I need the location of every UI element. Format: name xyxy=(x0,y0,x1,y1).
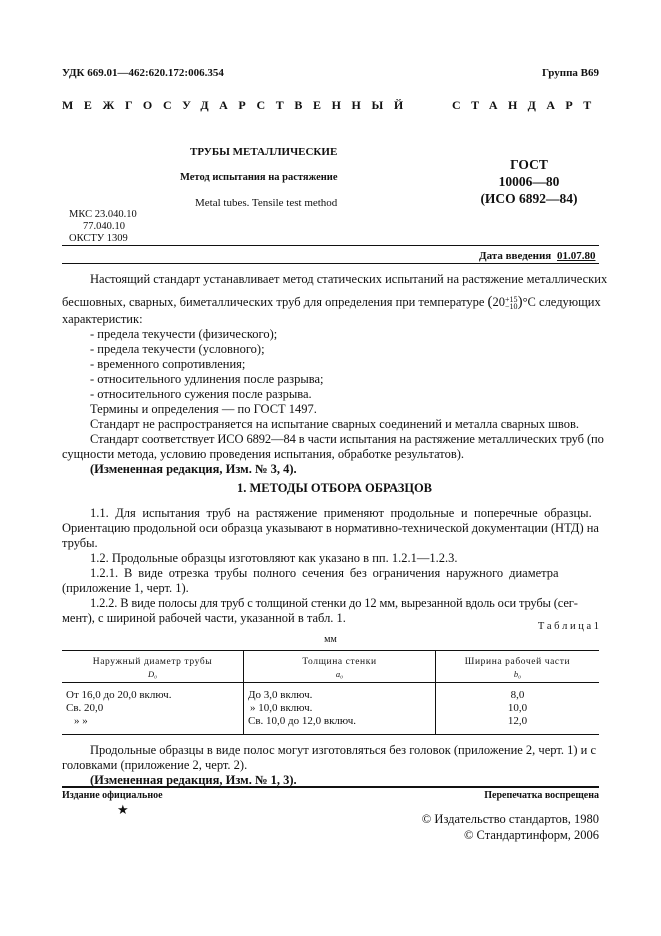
table-cell: До 3,0 включ. » 10,0 включ. Св. 10,0 до 12,0 включ. xyxy=(244,683,436,735)
temp-base: 20 xyxy=(492,295,506,309)
temp-upper: +15 xyxy=(505,295,518,305)
intro-date-value: 01.07.80 xyxy=(557,250,596,262)
doc-title: ТРУБЫ МЕТАЛЛИЧЕСКИЕ xyxy=(190,146,338,158)
gost-code: 10006—80 xyxy=(498,174,560,189)
list-item: - относительного сужения после разрыва. xyxy=(90,387,312,401)
para-1-2-1a: 1.2.1. В виде отрезка трубы полного сечения без ограничения наружного диаметра xyxy=(90,566,559,580)
mks-code-1: МКС 23.040.10 xyxy=(69,209,137,220)
copyright-1: © Издательство стандартов, 1980 xyxy=(421,812,599,826)
iso-compliance-b: сущности метода, условию проведения испытания, обработке результатов). xyxy=(62,447,465,461)
column-header: Толщина стенки a₀ xyxy=(244,651,436,683)
data-table xyxy=(62,650,599,735)
para-1-2-1b: (приложение 1, черт. 1). xyxy=(62,581,189,595)
column-symbol: a₀ xyxy=(335,669,344,679)
temp-tolerance xyxy=(505,296,518,310)
list-item: - предела текучести (условного); xyxy=(90,342,265,356)
table-header-row xyxy=(62,651,599,683)
star-icon: ★ xyxy=(117,802,129,817)
column-symbol: b₀ xyxy=(513,669,522,679)
para-1-2-2a: 1.2.2. В виде полосы для труб с толщиной стенки до 12 мм, вырезанной вдоль оси трубы (сег- xyxy=(90,596,578,610)
table-caption: Т а б л и ц а 1 xyxy=(537,621,599,632)
column-header: Наружный диаметр трубы D₀ xyxy=(62,651,244,683)
intro-p1b: бесшовных, сварных, биметаллических труб для определения при температуре (20 +15 −10 )°С следующих xyxy=(62,294,601,312)
terms-reference: Термины и определения — по ГОСТ 1497. xyxy=(90,402,317,416)
column-symbol: D₀ xyxy=(147,669,158,679)
classification-codes xyxy=(69,209,137,245)
list-item: - временного сопротивления; xyxy=(90,357,246,371)
intro-p1a: Настоящий стандарт устанавливает метод статических испытаний на растяжение металлических xyxy=(90,272,608,286)
intro-p1c: характеристик: xyxy=(62,312,143,326)
footer-divider xyxy=(62,786,599,788)
banner-left: МЕЖГОСУДАРСТВЕННЫЙ xyxy=(62,98,414,112)
para-1-1b: Ориентацию продольной оси образца указывают в нормативно-технической документации (НТД) на xyxy=(62,521,599,535)
amendment-note: (Измененная редакция, Изм. № 1, 3). xyxy=(90,773,297,787)
copyright-2: © Стандартинформ, 2006 xyxy=(463,828,599,842)
gost-number xyxy=(470,156,588,207)
intro-p1b-text: бесшовных, сварных, биметаллических труб для определения при температуре xyxy=(62,295,485,309)
para-1-2-2b: мент), с шириной рабочей части, указанной в табл. 1. xyxy=(62,611,346,625)
temp-lower: −10 xyxy=(505,302,518,312)
table-cell: 8,0 10,0 12,0 xyxy=(436,683,600,735)
doc-method: Метод испытания на растяжение xyxy=(180,172,338,183)
amendment-note: (Измененная редакция, Изм. № 3, 4). xyxy=(90,462,297,476)
para-1-1a: 1.1. Для испытания труб на растяжение применяют продольные и поперечные образцы. xyxy=(90,506,592,520)
table-row xyxy=(62,683,599,735)
strip-note-a: Продольные образцы в виде полос могут изготовляться без головок (приложение 2, черт. 1) и с xyxy=(90,743,597,757)
banner-right: СТАНДАРТ xyxy=(452,98,602,112)
para-1-2: 1.2. Продольные образцы изготовляют как указано в пп. 1.2.1—1.2.3. xyxy=(90,551,458,565)
table-unit: мм xyxy=(324,634,337,645)
iso-code: (ИСО 6892—84) xyxy=(480,191,578,206)
reprint-notice: Перепечатка воспрещена xyxy=(484,790,599,801)
divider xyxy=(62,245,599,246)
iso-compliance-a: Стандарт соответствует ИСО 6892—84 в части испытания на растяжение металлических труб (по xyxy=(90,432,604,446)
doc-english-title: Metal tubes. Tensile test method xyxy=(195,197,338,209)
copyright-block xyxy=(422,811,599,843)
column-header: Ширина рабочей части b₀ xyxy=(436,651,600,683)
gost-label: ГОСТ xyxy=(510,157,548,172)
okstu-code: ОКСТУ 1309 xyxy=(69,233,128,244)
intro-p1b-unit: °С следующих xyxy=(522,295,601,309)
official-edition: Издание официальное xyxy=(62,790,163,801)
group-code: Группа В69 xyxy=(541,67,599,79)
udk-code: УДК 669.01—462:620.172:006.354 xyxy=(62,67,224,79)
strip-note-b: головками (приложение 2, черт. 2). xyxy=(62,758,248,772)
intro-date-label: Дата введения xyxy=(479,250,552,262)
scope-exclusion: Стандарт не распространяется на испытание сварных соединений и металла сварных швов. xyxy=(90,417,580,431)
list-item: - относительного удлинения после разрыва; xyxy=(90,372,324,386)
mks-code-2: 77.040.10 xyxy=(83,221,125,232)
list-item: - предела текучести (физического); xyxy=(90,327,278,341)
para-1-1c: трубы. xyxy=(62,536,98,550)
section-heading: 1. МЕТОДЫ ОТБОРА ОБРАЗЦОВ xyxy=(236,481,432,495)
divider xyxy=(62,263,599,264)
table-cell: От 16,0 до 20,0 включ. Св. 20,0 » » xyxy=(62,683,244,735)
